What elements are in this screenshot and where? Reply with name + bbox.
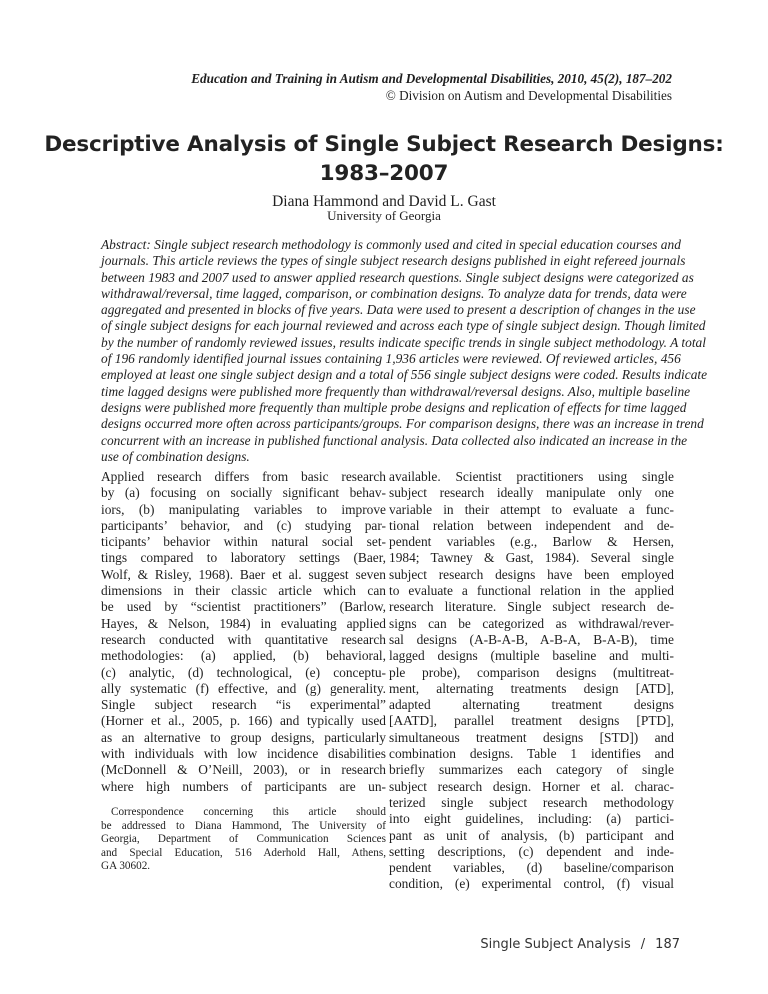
body-line: dimensions in their classic article which can — [101, 583, 386, 599]
body-line: by (a) focusing on socially significant behav- — [101, 485, 386, 501]
abstract-line: between 1983 and 2007 used to answer applied research questions. Single subject designs were categorized as — [101, 269, 694, 285]
body-line: to evaluate a functional relation in the applied — [389, 583, 674, 599]
body-column-right — [389, 469, 674, 893]
title-line-2: 1983–2007 — [319, 161, 449, 186]
body-line: Applied research differs from basic research — [101, 469, 386, 484]
abstract-line: of single subject designs for each journal reviewed and across each type of single subject design. Though limited — [101, 318, 706, 334]
abstract-line: designs were published more frequently than multiple probe designs and replication of effects for time lagged — [101, 399, 687, 415]
body-line: variable in their attempt to evaluate a func- — [389, 501, 674, 517]
body-line: Single subject research “is experimental” — [101, 697, 386, 713]
body-line: lagged designs (multiple baseline and multi- — [389, 648, 674, 664]
body-line: sal designs (A-B-A-B, A-B-A, B-A-B), time — [389, 631, 674, 647]
abstract-line: aggregated and presented in blocks of five years. Data were used to present a description of changes in the use — [101, 302, 696, 318]
body-line: participants’ behavior, and (c) studying par- — [101, 517, 386, 533]
body-line: ple probe), comparison designs (multitreat- — [389, 664, 674, 680]
running-title: Single Subject Analysis — [480, 937, 631, 952]
abstract-line: of 196 randomly identified journal issues containing 1,936 articles were reviewed. Of reviewed articles, 456 — [101, 351, 681, 367]
body-line: condition, (e) experimental control, (f) visual — [389, 876, 674, 892]
page-footer — [480, 937, 680, 952]
copyright-notice: © Division on Autism and Developmental Disabilities — [385, 88, 672, 103]
body-line: simultaneous treatment designs [STD]) and — [389, 729, 674, 745]
body-line: into eight guidelines, including: (a) partici- — [389, 811, 674, 827]
body-line: Hayes, & Nelson, 1984) in evaluating applied — [101, 615, 386, 631]
author-affiliation: University of Georgia — [327, 208, 441, 223]
body-line: pendent variables (e.g., Barlow & Hersen, — [389, 534, 674, 550]
body-line: ticipants’ behavior within natural social set- — [101, 534, 386, 550]
body-line: ment, alternating treatments design [ATD], — [389, 680, 674, 696]
body-line: terized single subject research methodology — [389, 794, 674, 810]
abstract-line: by the number of randomly reviewed issues, results indicate specific trends in single subject methodology. A total — [101, 334, 706, 350]
body-line: (c) analytic, (d) technological, (e) conceptu- — [101, 664, 386, 680]
body-line: be used by “scientist practitioners” (Barlow, — [101, 599, 386, 615]
footnote-line: Correspondence concerning this article should — [111, 806, 386, 818]
footnote-line: Georgia, Department of Communication Sciences — [101, 833, 386, 846]
body-line: subject research design. Horner et al. charac- — [389, 778, 674, 794]
body-line: tings compared to laboratory settings (Baer, — [101, 550, 386, 566]
abstract — [101, 237, 708, 465]
article-title — [0, 130, 768, 188]
body-line: pendent variables, (d) baseline/comparison — [389, 860, 674, 876]
footnote-line: GA 30602. — [101, 860, 151, 873]
abstract-line: withdrawal/reversal, time lagged, comparison, or combination designs. To analyze data for trends, data were — [101, 285, 687, 301]
correspondence-footnote — [101, 806, 386, 874]
abstract-line: employed at least one single subject design and a total of 556 single subject designs were coded. Results indicate — [101, 367, 708, 383]
body-line: combination designs. Table 1 identifies and — [389, 746, 674, 762]
body-line: where high numbers of participants are un- — [101, 778, 386, 794]
article-authors: Diana Hammond and David L. Gast — [272, 193, 496, 210]
abstract-line: concurrent with an increase in published functional analysis. Data collected also indicated an increase in the — [101, 432, 688, 448]
abstract-line: use of combination designs. — [101, 448, 250, 464]
body-line: with individuals with low incidence disabilities — [101, 746, 386, 762]
body-line: subject research ideally manipulate only one — [389, 485, 674, 501]
footnote-line: be addressed to Diana Hammond, The University of — [101, 819, 386, 832]
body-line: Wolf, & Risley, 1968). Baer et al. suggest seven — [101, 566, 386, 582]
abstract-line: designs occurred more often across participants/groups. For comparison designs, there was an increase in trend — [101, 416, 704, 432]
body-line: ally systematic (f) effective, and (g) generality. — [101, 680, 386, 696]
body-line: methodologies: (a) applied, (b) behavioral, — [101, 648, 386, 664]
abstract-line: journals. This article reviews the types of single subject research designs published in eight refereed journals — [101, 253, 686, 269]
body-column-left — [101, 469, 386, 795]
body-line: adapted alternating treatment designs — [389, 697, 674, 713]
body-line: research literature. Single subject research de- — [389, 599, 674, 615]
body-line: briefly summarizes each category of single — [389, 762, 674, 778]
body-line: pant as unit of analysis, (b) participant and — [389, 827, 674, 843]
page-number: 187 — [655, 937, 680, 952]
body-line: setting descriptions, (c) dependent and inde- — [389, 843, 674, 859]
body-line: iors, (b) manipulating variables to improve — [101, 501, 386, 517]
body-line: (Horner et al., 2005, p. 166) and typically used — [101, 713, 386, 729]
journal-header — [191, 70, 672, 104]
body-line: research conducted with quantitative research — [101, 631, 386, 647]
body-line: 1984; Tawney & Gast, 1984). Several single — [389, 550, 674, 566]
body-line: (McDonnell & O’Neill, 2003), or in research — [101, 762, 386, 778]
abstract-line: time lagged designs were published more frequently than withdrawal/reversal designs. Also, multiple baseline — [101, 383, 691, 399]
title-line-1: Descriptive Analysis of Single Subject Research Designs: — [44, 132, 724, 157]
body-line: tional relation between independent and de- — [389, 517, 674, 533]
body-line: as an alternative to group designs, particularly — [101, 729, 386, 745]
body-line: signs can be categorized as withdrawal/rever- — [389, 615, 674, 631]
footnote-line: and Special Education, 516 Aderhold Hall, Athens, — [101, 846, 386, 859]
body-line: available. Scientist practitioners using single — [389, 469, 674, 484]
footer-separator: / — [640, 937, 646, 952]
body-line: [AATD], parallel treatment designs [PTD], — [389, 713, 674, 729]
abstract-line: Abstract: Single subject research methodology is commonly used and cited in special education courses and — [101, 237, 681, 252]
body-line: subject research designs have been employed — [389, 566, 674, 582]
journal-citation: Education and Training in Autism and Developmental Disabilities, 2010, 45(2), 187–202 — [191, 71, 672, 86]
